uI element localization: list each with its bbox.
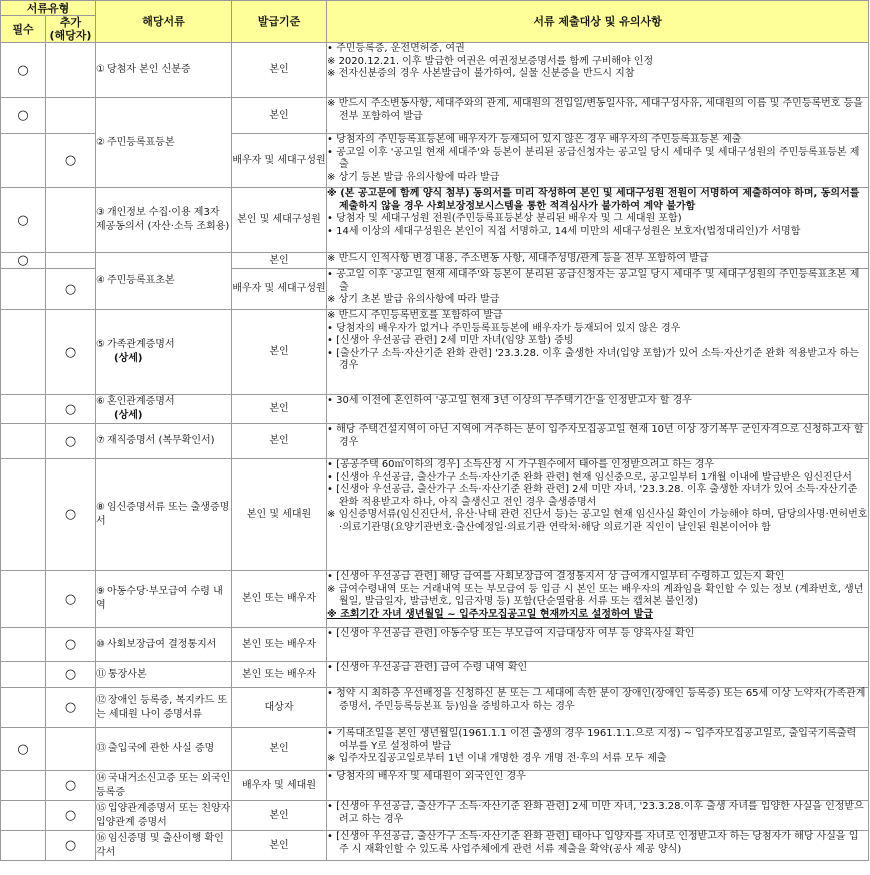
required-mark xyxy=(1,424,46,459)
note-line: ※ (본 공고문에 함께 양식 첨부) 동의서를 미리 작성하여 본인 및 세대구성원 전원이 서명하여 제출하여야 하며, 동의서를 제출하지 않을 경우 사회보장정보시스템을 통한 적격심사가 불가하여 계약 불가함 xyxy=(327,188,860,212)
required-mark xyxy=(1,459,46,571)
issue-standard: 본인 xyxy=(232,253,327,269)
notes-cell xyxy=(327,459,869,571)
issue-standard: 본인 xyxy=(232,310,327,395)
note-line: • [신생아 우선공급, 출산가구 소득·자산기준 완화 관련] 태아나 입양자를 자녀로 인정받고자 하는 당첨자가 해당 사실을 입주 시 재확인할 수 있도록 사업주체에게 관련 서류 제출을 확약(공사 제공 양식) xyxy=(327,831,859,855)
additional-mark: ○ xyxy=(46,459,96,571)
document-number: ⑫ xyxy=(96,694,107,706)
note-line: ※ 전자신분증의 경우 사본발급이 불가하여, 실물 신분증을 반드시 지참 xyxy=(327,68,635,80)
notes-cell xyxy=(327,395,869,424)
document-name: 임신증명서류 또는 출생증명서 xyxy=(96,501,230,527)
document-name-cell xyxy=(96,188,232,253)
note-line: ※ 입주자모집공고일로부터 1년 이내 개명한 경우 개명 전·후의 서류 모두 제출 xyxy=(327,753,667,765)
issue-standard: 본인 xyxy=(232,801,327,831)
document-name: 임신증명 및 출산이행 확인각서 xyxy=(96,832,224,858)
document-name: 입양관계증명서 또는 친양자 입양관계 증명서 xyxy=(96,802,231,828)
document-qualifier: (상세) xyxy=(114,353,143,364)
additional-mark: ○ xyxy=(46,310,96,395)
additional-mark: ○ xyxy=(46,801,96,831)
table-row xyxy=(1,395,869,424)
additional-mark: ○ xyxy=(46,571,96,628)
document-name-cell xyxy=(96,459,232,571)
note-line: • 30세 이전에 혼인하여 '공고일 현재 3년 이상의 무주택기간'을 인정받고자 할 경우 xyxy=(327,395,692,406)
table-row xyxy=(1,688,869,728)
required-mark xyxy=(1,134,46,188)
document-name: 가족관계증명서 xyxy=(106,339,175,350)
note-line: ※ 반드시 주소변동사항, 세대주와의 관계, 세대원의 전입일/변동일사유, 세대구성사유, 세대원의 이름 및 주민등록번호 등을 전부 포함하여 발급 xyxy=(327,98,863,122)
document-name-cell xyxy=(96,395,232,424)
additional-mark: ○ xyxy=(46,831,96,861)
required-mark xyxy=(1,395,46,424)
additional-mark xyxy=(46,43,96,98)
document-number: ⑧ xyxy=(96,501,105,513)
document-name-cell xyxy=(96,831,232,861)
document-name-cell xyxy=(96,424,232,459)
notes-cell xyxy=(327,310,869,395)
document-number: ⑤ xyxy=(96,339,105,350)
table-row xyxy=(1,98,869,134)
issue-standard: 배우자 및 세대구성원 xyxy=(232,134,327,188)
document-name: 혼인관계증명서 xyxy=(106,396,175,407)
issue-standard: 본인 및 세대원 xyxy=(232,459,327,571)
issue-standard: 본인 또는 배우자 xyxy=(232,628,327,662)
document-name-cell xyxy=(96,771,232,801)
issue-standard: 본인 xyxy=(232,395,327,424)
required-mark: ○ xyxy=(1,188,46,253)
table-row xyxy=(1,424,869,459)
required-mark xyxy=(1,628,46,662)
note-line: • 공고일 이후 '공고일 현재 세대주'와 등본이 분리된 공급신청자는 공고일 당시 세대주 및 세대구성원의 주민등록표초본 제출 xyxy=(327,269,860,293)
document-name: 사회보장급여 결정통지서 xyxy=(106,638,217,650)
document-number: ⑦ xyxy=(96,435,105,446)
document-name-cell xyxy=(96,571,232,628)
notes-cell xyxy=(327,43,869,98)
document-name-cell xyxy=(96,628,232,662)
notes-cell xyxy=(327,98,869,134)
issue-standard: 본인 또는 배우자 xyxy=(232,662,327,688)
issue-standard: 본인 xyxy=(232,424,327,459)
document-name: 국내거소신고증 또는 외국인등록증 xyxy=(96,772,231,798)
note-line: • [신생아 우선공급 관련] 해당 급여를 사회보장급여 결정통지서 상 급여개시일부터 수령하고 있는지 확인 xyxy=(327,571,785,582)
document-name: 출입국에 관한 사실 증명 xyxy=(108,743,215,754)
additional-mark: ○ xyxy=(46,662,96,688)
note-line: • [출산가구 소득·자산기준 완화 관련] '23.3.28. 이후 출생한 자녀(입양 포함)가 있어 소득·자산기준 완화 적용받고자 하는 경우 xyxy=(327,347,859,372)
additional-mark: ○ xyxy=(46,424,96,459)
document-number: ③ xyxy=(96,207,105,218)
additional-mark: ○ xyxy=(46,269,96,310)
note-line: • 당첨자 및 세대구성원 전원(주민등록표등본상 분리된 배우자 및 그 세대원 포함) xyxy=(327,213,682,225)
additional-mark: ○ xyxy=(46,628,96,662)
notes-cell xyxy=(327,253,869,269)
document-number: ⑮ xyxy=(96,802,107,814)
document-number: ⑨ xyxy=(96,586,105,597)
table-row xyxy=(1,628,869,662)
required-mark: ○ xyxy=(1,253,46,269)
issue-standard: 대상자 xyxy=(232,688,327,728)
additional-mark xyxy=(46,253,96,269)
issue-standard: 본인 또는 배우자 xyxy=(232,571,327,628)
document-name: 아동수당·부모급여 수령 내역 xyxy=(96,586,223,611)
issue-standard: 본인 xyxy=(232,98,327,134)
issue-standard: 본인 xyxy=(232,728,327,771)
additional-mark: ○ xyxy=(46,688,96,728)
issue-standard: 본인 xyxy=(232,831,327,861)
document-name-cell xyxy=(96,98,232,188)
additional-mark xyxy=(46,188,96,253)
document-name: 주민등록표초본 xyxy=(106,275,175,286)
required-mark xyxy=(1,771,46,801)
table-row xyxy=(1,662,869,688)
additional-mark xyxy=(46,728,96,771)
required-mark xyxy=(1,831,46,861)
note-line: • 당첨자의 배우자가 없거나 주민등록표등본에 배우자가 등재되어 있지 않은 경우 xyxy=(327,322,681,334)
note-line: ※ 2020.12.21. 이후 발급한 여권은 여권정보증명서를 함께 구비해야 인정 xyxy=(327,55,654,67)
document-name-cell xyxy=(96,662,232,688)
document-name-cell xyxy=(96,801,232,831)
document-name: 개인정보 수집·이용 제3자 제공동의서 (자산·소득 조회용) xyxy=(96,207,230,232)
note-line: ※ 반드시 주민등록번호를 포함하여 발급 xyxy=(327,310,503,321)
note-line: • 주민등록증, 운전면허증, 여권 xyxy=(327,43,465,54)
document-name-cell xyxy=(96,43,232,98)
required-mark: ○ xyxy=(1,98,46,134)
notes-cell xyxy=(327,662,869,688)
notes-header: 서류 제출대상 및 유의사항 xyxy=(327,1,869,43)
additional-mark xyxy=(46,98,96,134)
document-number: ⑥ xyxy=(96,396,105,407)
table-row xyxy=(1,831,869,861)
additional-mark: ○ xyxy=(46,134,96,188)
table-row xyxy=(1,801,869,831)
note-line: • [신생아 우선공급, 출산가구 소득·자산기준 완화 관련] 2세 미만 자녀, '23.3.28.이후 출생 자녀를 입양한 사실을 인정받으려고 하는 경우 xyxy=(327,801,864,825)
table-row xyxy=(1,771,869,801)
note-line: • 공고일 이후 '공고일 현재 세대주'와 등본이 분리된 공급신청자는 공고일 당시 세대주 및 세대구성원의 주민등록표등본 제출 xyxy=(327,146,860,171)
notes-cell xyxy=(327,728,869,771)
table-row xyxy=(1,43,869,98)
required-mark xyxy=(1,310,46,395)
note-line: • [신생아 우선공급 관련] 아동수당 또는 부모급여 지급대상자 여부 등 양육사실 확인 xyxy=(327,628,695,639)
document-number: ⑪ xyxy=(96,668,107,680)
issue-standard: 배우자 및 세대구성원 xyxy=(232,269,327,310)
doc-type-header: 서류유형 xyxy=(1,1,96,16)
note-line: • 해당 주택건설지역이 아닌 지역에 거주하는 분이 입주자모집공고일 현재 10년 이상 장기복무 군인자격으로 신청하고자 할 경우 xyxy=(327,424,864,448)
notes-cell xyxy=(327,771,869,801)
notes-cell xyxy=(327,628,869,662)
document-name: 재직증명서 (복무확인서) xyxy=(106,435,215,446)
document-number: ④ xyxy=(96,275,105,286)
notes-cell xyxy=(327,134,869,188)
required-mark xyxy=(1,269,46,310)
required-header: 필수 xyxy=(1,16,46,43)
additional-header: 추가 (해당자) xyxy=(46,16,96,43)
note-line: • 기록대조일을 본인 생년월일(1961.1.1 이전 출생의 경우 1961.1.1.으로 지정) ~ 입주자모집공고일로, 출입국기록출력 여부를 Y로 설정하여 발급 xyxy=(327,728,857,752)
document-name: 당첨자 본인 신분증 xyxy=(106,64,191,75)
notes-cell xyxy=(327,801,869,831)
required-mark xyxy=(1,801,46,831)
notes-cell xyxy=(327,424,869,459)
required-mark xyxy=(1,571,46,628)
document-name: 주민등록표등본 xyxy=(106,136,175,148)
document-name: 통장사본 xyxy=(108,668,147,680)
document-number: ② xyxy=(96,136,105,148)
note-line: • [신생아 우선공급, 출산가구 소득·자산기준 완화 관련] 2세 미만 자녀, '23.3.28. 이후 출생한 자녀가 있어 소득·자산기준 완화 적용받고자 하나, 아직 출생신고 전인 경우 출생증명서 xyxy=(327,484,858,508)
table-row xyxy=(1,571,869,628)
table-row xyxy=(1,310,869,395)
table-row xyxy=(1,459,869,571)
standard-header: 발급기준 xyxy=(232,1,327,43)
note-line: ※ 조회기간 자녀 생년월일 ~ 입주자모집공고일 현재까지로 설정하여 발급 xyxy=(327,608,654,620)
document-name-cell xyxy=(96,253,232,310)
document-number: ⑩ xyxy=(96,638,105,650)
required-mark xyxy=(1,688,46,728)
notes-cell xyxy=(327,269,869,310)
note-line: • [신생아 우선공급 관련] 급여 수령 내역 확인 xyxy=(327,662,528,673)
note-line: • [공공주택 60㎡이하의 경우] 소득산정 시 가구원수에서 태아를 인정받으려고 하는 경우 xyxy=(327,459,715,470)
document-header: 해당서류 xyxy=(96,1,232,43)
note-line: ※ 임신증명서류(임신진단서, 유산·낙태 관련 진단서 등)는 공고일 현재 임신사실 확인이 가능해야 하며, 담당의사명·면허번호·의료기관명(요양기관번호·출산예정일·의료기관 연락처·해당 의료기관 직인이 날인된 원본이어야 함 xyxy=(327,509,868,533)
notes-cell xyxy=(327,188,869,253)
additional-mark: ○ xyxy=(46,771,96,801)
document-number: ⑬ xyxy=(96,743,107,754)
note-line: • 청약 시 최하층 우선배정을 신청하신 분 또는 그 세대에 속한 분이 장애인(장애인 등록증) 또는 65세 이상 노약자(가족관계증명서, 주민등록등본표 등)임을 증빙하고자 하는 경우 xyxy=(327,688,866,712)
document-number: ① xyxy=(96,64,105,75)
issue-standard: 본인 및 세대구성원 xyxy=(232,188,327,253)
document-qualifier: (상세) xyxy=(114,410,143,421)
note-line: • [신생아 우선공급 관련] 2세 미만 자녀(임양 포함) 증빙 xyxy=(327,335,574,347)
document-name: 장애인 등록증, 복지카드 또는 세대원 나이 증명서류 xyxy=(96,694,227,720)
required-mark: ○ xyxy=(1,43,46,98)
note-line: • 당첨자의 주민등록표등본에 배우자가 등재되어 있지 않은 경우 배우자의 주민등록표등본 제출 xyxy=(327,134,742,145)
document-name-cell xyxy=(96,310,232,395)
note-line: ※ 상기 등본 발급 유의사항에 따라 발급 xyxy=(327,171,500,183)
table-row xyxy=(1,728,869,771)
document-number: ⑯ xyxy=(96,832,107,844)
table-row xyxy=(1,253,869,269)
document-name-cell xyxy=(96,728,232,771)
note-line: ※ 상기 초본 발급 유의사항에 따라 발급 xyxy=(327,294,500,306)
issue-standard: 배우자 및 세대원 xyxy=(232,771,327,801)
notes-cell xyxy=(327,571,869,628)
document-name-cell xyxy=(96,688,232,728)
note-line: ※ 반드시 인적사항 변경 내용, 주소변동 사항, 세대주성명/관계 등을 전부 포함하여 발급 xyxy=(327,253,709,264)
required-mark: ○ xyxy=(1,728,46,771)
notes-cell xyxy=(327,831,869,861)
notes-cell xyxy=(327,688,869,728)
required-mark xyxy=(1,662,46,688)
note-line: • 당첨자의 배우자 및 세대원이 외국인인 경우 xyxy=(327,771,526,782)
note-line: • [신생아 우선공급, 출산가구 소득·자산기준 완화 관련] 현재 임신중으로, 공고일부터 1개월 이내에 발급받은 임신진단서 xyxy=(327,471,852,483)
document-number: ⑭ xyxy=(96,772,107,784)
table-row xyxy=(1,188,869,253)
note-line: • 14세 이상의 세대구성원은 본인이 직접 서명하고, 14세 미만의 세대구성원은 보호자(법정대리인)가 서명함 xyxy=(327,225,801,237)
issue-standard: 본인 xyxy=(232,43,327,98)
additional-mark: ○ xyxy=(46,395,96,424)
note-line: ※ 급여수령내역 또는 거래내역 또는 부모급여 등 입금 시 본인 또는 배우자의 계좌임을 확인할 수 있는 정보 (계좌번호, 생년월일, 발급일자, 발급번호, 입금자명 등) 포함(단순열람용 서류 또는 캡쳐본 불인정) xyxy=(327,583,864,608)
